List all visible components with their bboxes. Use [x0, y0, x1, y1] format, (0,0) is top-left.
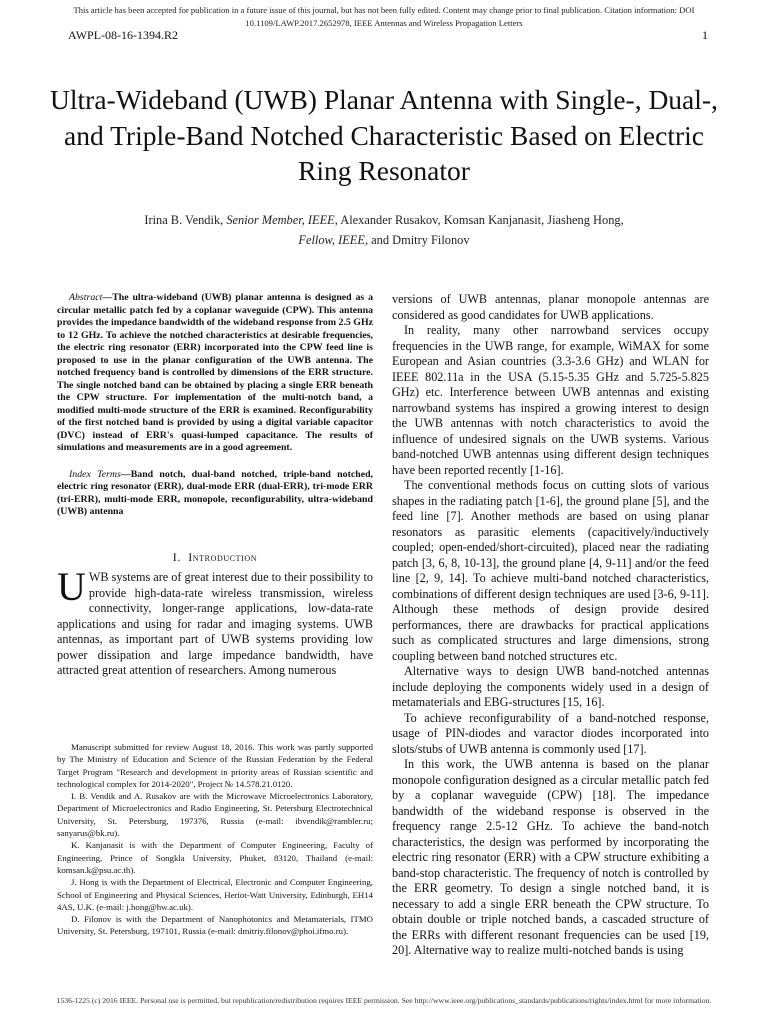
author-filonov: , and Dmitry Filonov — [364, 233, 470, 247]
footnote-manuscript: Manuscript submitted for review August 18, 2016. This work was partly supported by The Ministry of Education and Science of the Russian Federation by the Federal Target Program "Research and development in priority areas of Russian scientific and technological complex for 2014-2020", Project № 14.578.21.0120. — [57, 742, 373, 789]
footnote-hong: J. Hong is with the Department of Electrical, Electronic and Computer Engineering, School of Engineering and Physical Sciences, Heriot-Watt University, Edinburgh, EH14 4AS, U.K. (e-mail: j.hong@hw.ac.uk). — [57, 877, 373, 912]
drop-cap: U — [57, 564, 86, 609]
abstract-text: —The ultra-wideband (UWB) planar antenna is designed as a circular metallic patch fed by a coplanar waveguide (CPW). This antenna provides the impedance bandwidth of the wideband response from 2.5 GHz to 12 GHz. To achieve the notched characteristics at desirable frequencies, the electric ring resonator (ERR) incorporated into the CPW feed line is proposed to use in the planar configuration of the UWB antenna. The notched frequency band is controlled by dimensions of the ERR structure. The single notched band can be obtained by placing a single ERR beneath the CPW structure. For implementation of the multi-notch band, a modified multi-mode structure of the ERR is examined. Reconfigurability of the first notched band is provided by using a digital variable capacitor (DVC) instead of ERR's quasi-lumped capacitance. The results of simulations and measurements are in a good agreement. — [57, 292, 373, 453]
intro-paragraph — [57, 564, 373, 679]
index-terms-label: Index Terms — [69, 468, 121, 480]
accepted-notice-banner: This article has been accepted for publication in a future issue of this journal, but has not been fully edited. Content may change prior to final publication. Citation information: DOI 10.1109/LAWP.2017.2652978, IEEE Antennas and Wireless Propagation Letters — [73, 5, 695, 28]
body-paragraph: Alternative ways to design UWB band-notched antennas include deploying the components widely used in a design of metamaterials and EBG-structures [15, 16]. — [392, 664, 709, 709]
left-column — [57, 292, 373, 679]
abstract — [57, 292, 373, 455]
index-terms-text: —Band notch, dual-band notched, triple-band notched, electric ring resonator (ERR), dual-mode ERR (dual-ERR), tri-mode ERR (tri-ERR), multi-mode ERR, monopole, reconfigurability, ultra-wideband (UWB) antenna — [57, 468, 373, 517]
page-number: 1 — [702, 28, 708, 42]
author-hong-role: Fellow, IEEE — [298, 233, 365, 247]
footnote-kanjanasit: K. Kanjanasit is with the Department of Computer Engineering, Faculty of Engineering, Prince of Songkla University, Phuket, 83120, Thailand (e-mail: komsan.k@psu.ac.th). — [57, 840, 373, 875]
manuscript-id: AWPL-08-16-1394.R2 — [68, 28, 179, 42]
body-paragraph: The conventional methods focus on cutting slots of various shapes in the radiating patch [1-6], the ground plane [5], and the feed line [7]. Another methods are based on using planar resonators as parasitic elements (capacitively/inductively coupled; open-ended/short-circuited), placed near the radiating patch [3, 6, 8, 10-13], the ground plane [4, 9-11] and/or the feed line [2, 9, 14]. To achieve multi-band notched characteristics, combinations of different design techniques are used [3-6, 9-11]. Although these methods of design provide desired performances, there are drawbacks for practical applications such as complicated structures and large dimensions, strong coupling between band notched structures etc. — [392, 478, 709, 663]
author-vendik-role: Senior Member, IEEE — [226, 213, 335, 227]
intro-text: WB systems are of great interest due to their possibility to provide high-data-rate wireless transmission, wireless connectivity, longer-range applications, low-data-rate applications and using for radar and imaging systems. UWB antennas, as important part of UWB systems providing low power dissipation and large impedance bandwidth, have attracted great attention of researchers. Among numerous — [57, 570, 373, 677]
body-paragraph: To achieve reconfigurability of a band-notched response, usage of PIN-diodes and varactor diodes incorporated into slots/stubs of UWB antenna is commonly used [17]. — [392, 710, 709, 756]
footnotes — [57, 741, 373, 938]
author-list — [60, 210, 708, 250]
footnote-vendik-rusakov: I. B. Vendik and A. Rusakov are with the Microwave Microelectronics Laboratory, Department of Microelectronics and Radio Engineering, St. Petersburg Electrotechnical University, St. Petersburg, 197376, Russia (e-mail: ibvendik@rambler.ru; sanyarus@bk.ru). — [57, 791, 373, 839]
author-vendik: Irina B. Vendik, — [144, 213, 227, 227]
body-paragraph: In this work, the UWB antenna is based on the planar monopole configuration designed as a circular metallic patch fed by a coplanar waveguide (CPW) [18]. The impedance bandwidth of the wideband response is observed in the frequency range 2.5-12 GHz. To achieve the band-notch characteristics, the design was performed by incorporating the electric ring resonator (ERR) with a CPW structure exhibiting a band-stop characteristic. The frequency of notch is controlled by the ERR geometry. To design a single notched band, it is necessary to add a single ERR beneath the CPW structure. To obtain double or triple notched bands, a cascaded structure of the ERRs with different resonant frequencies can be used [19, 20]. Alternative way to realize multi-notched bands is using — [392, 757, 709, 957]
abstract-label: Abstract — [69, 292, 103, 303]
footnote-filonov: D. Filonov is with the Department of Nanophotonics and Metamaterials, ITMO University, St. Petersburg, 197101, Russia (e-mail: dmitriy.filonov@phoi.ifmo.ru). — [57, 914, 373, 937]
body-paragraph: In reality, many other narrowband services occupy frequencies in the UWB range, for example, WiMAX for some European and Asian countries (3.3-3.6 GHz) and WLAN for IEEE 802.11a in the USA (5.15-5.35 GHz and 5.725-5.825 GHz) etc. Interference between UWB antennas and existing narrowband systems has inspired a growing interest to design the UWB antennas with notch characteristics to avoid the influence of undesired signals on the UWB systems. Various band-notched UWB antennas using different design techniques have been reported recently [1-16]. — [392, 323, 709, 477]
copyright-notice: 1536-1225 (c) 2016 IEEE. Personal use is permitted, but republication/redistribution requires IEEE permission. See http://www.ieee.org/publications_standards/publications/rights/index.html for more information. — [56, 996, 712, 1005]
section-heading-introduction — [57, 550, 373, 566]
section-number: I. — [172, 549, 181, 564]
body-paragraph: versions of UWB antennas, planar monopole antennas are considered as good candidates for UWB applications. — [392, 292, 709, 322]
section-title: Introduction — [188, 549, 258, 564]
paper-title: Ultra-Wideband (UWB) Planar Antenna with Single-, Dual-, and Triple-Band Notched Characteristic Based on Electric Ring Resonator — [50, 84, 718, 186]
author-others: , Alexander Rusakov, Komsan Kanjanasit, Jiasheng Hong, — [334, 213, 624, 227]
right-column — [392, 292, 709, 959]
index-terms — [57, 469, 373, 519]
